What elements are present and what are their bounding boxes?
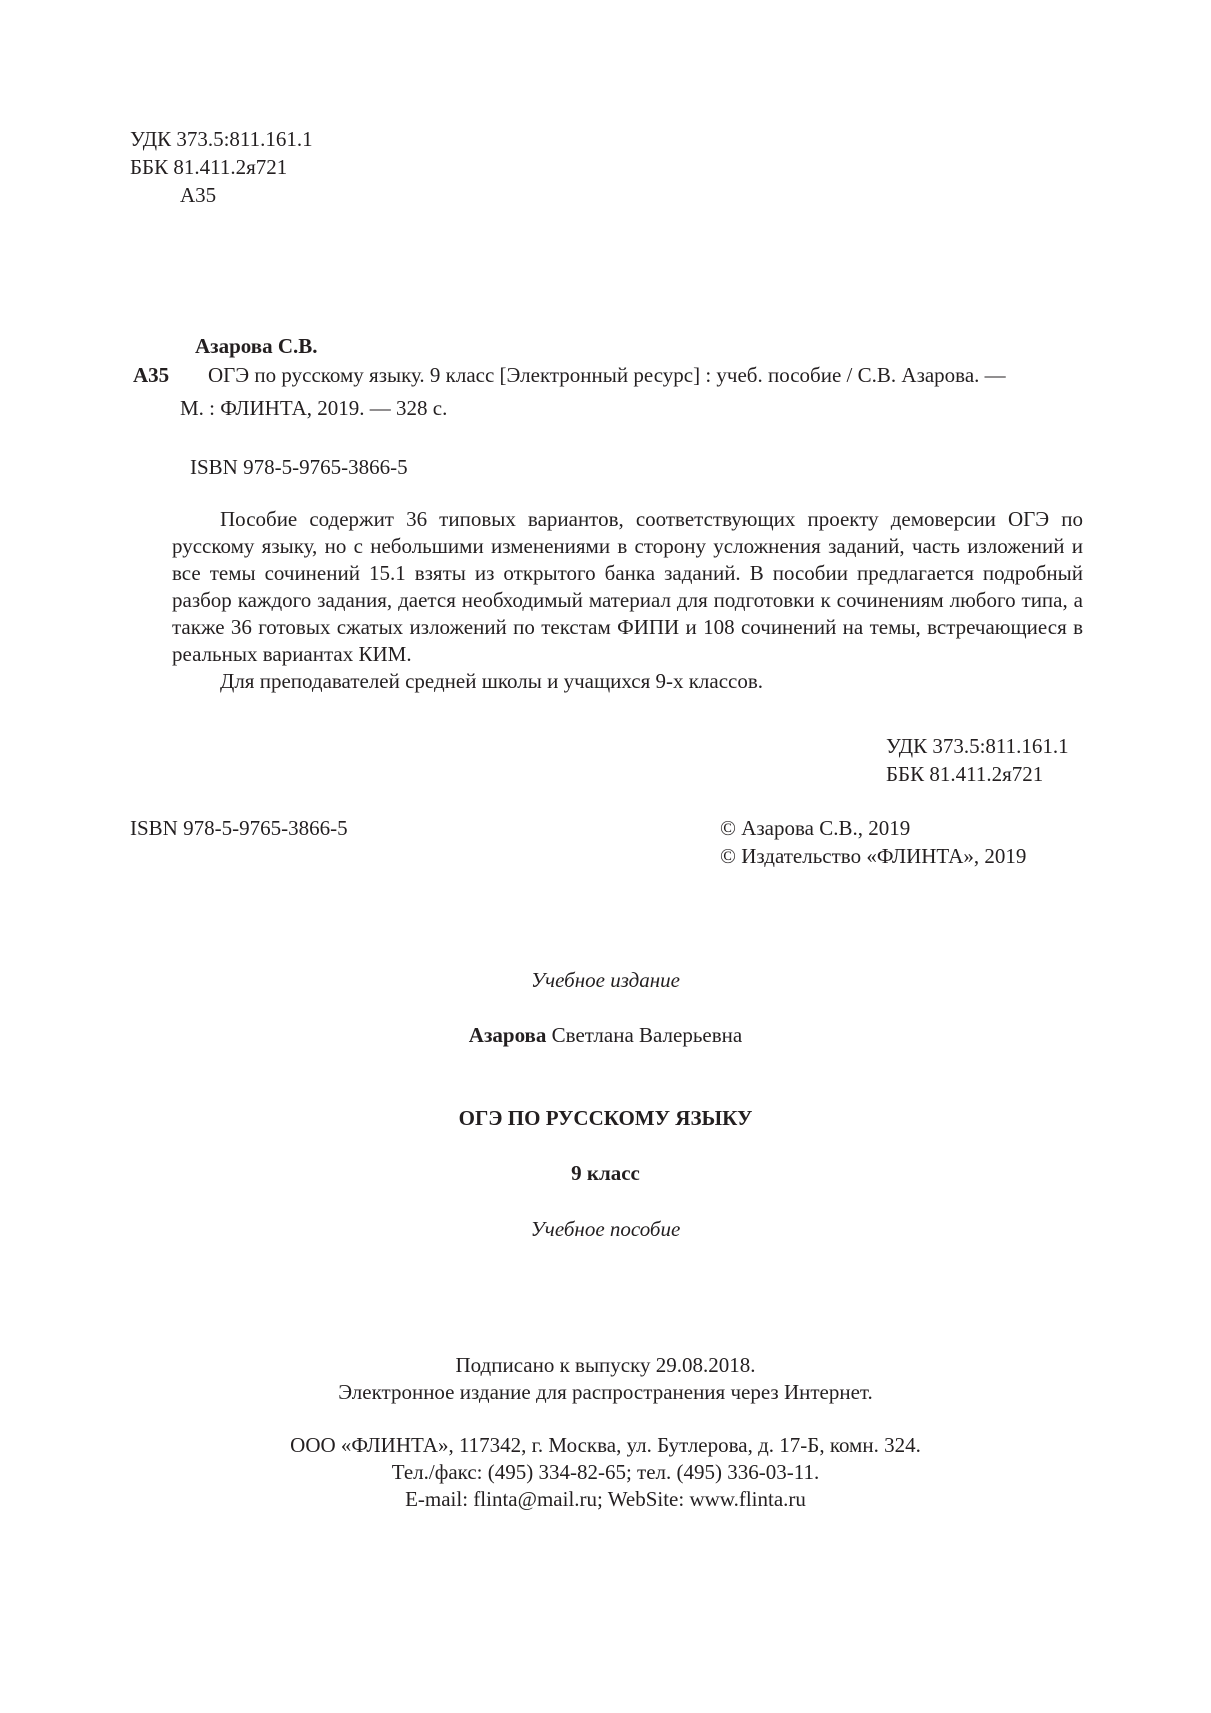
book-title: ОГЭ ПО РУССКОМУ ЯЗЫКУ [458, 1106, 753, 1130]
annotation-paragraph-1: Пособие содержит 36 типовых вариантов, соответствующих проекту демоверсии ОГЭ по русскому языку, но с небольшими изменениями в сторону усложнения заданий, часть изложений и все темы сочинений 15.1 взяты из открытого банка заданий. В пособии предлагается подробный разбор каждого задания, дается необходимый материал для подготовки к сочинениям любого типа, а также 36 готовых сжатых изложений по текстам ФИПИ и 108 сочинений на темы, встречающиеся в реальных вариантах КИМ. [172, 507, 1083, 666]
full-author-name [0, 1022, 1211, 1048]
bbk-code-right: ББК 81.411.2я721 [886, 762, 1044, 786]
author-mark: А35 [180, 183, 217, 207]
author-mark-bold: А35 [133, 363, 170, 387]
bbk-code: ББК 81.411.2я721 [130, 155, 288, 179]
publisher-contacts: E-mail: flinta@mail.ru; WebSite: www.flinta.ru [405, 1487, 806, 1511]
author-surname: Азарова [468, 1023, 547, 1047]
isbn-record: ISBN 978-5-9765-3866-5 [190, 455, 408, 479]
udk-code: УДК 373.5:811.161.1 [130, 127, 313, 151]
signed-date: Подписано к выпуску 29.08.2018. [455, 1353, 756, 1377]
bib-record-line-2: М. : ФЛИНТА, 2019. — 328 с. [180, 396, 448, 420]
publisher-phone: Тел./факс: (495) 334-82-65; тел. (495) 336-03-11. [391, 1460, 820, 1484]
author-given-names: Светлана Валерьевна [551, 1023, 743, 1047]
annotation-paragraph-2: Для преподавателей средней школы и учащихся 9-х классов. [220, 669, 764, 693]
grade: 9 класс [571, 1161, 640, 1185]
annotation [172, 506, 1083, 695]
edition-kind: Учебное пособие [530, 1217, 681, 1241]
edition-type: Учебное издание [530, 968, 681, 992]
copyright-author: © Азарова С.В., 2019 [720, 816, 911, 840]
isbn: ISBN 978-5-9765-3866-5 [130, 816, 348, 840]
publisher-address: ООО «ФЛИНТА», 117342, г. Москва, ул. Бутлерова, д. 17-Б, комн. 324. [290, 1433, 921, 1457]
udk-code-right: УДК 373.5:811.161.1 [886, 734, 1069, 758]
author-heading: Азарова С.В. [195, 334, 318, 358]
distribution-note: Электронное издание для распространения через Интернет. [338, 1380, 873, 1404]
bib-record-line-1: ОГЭ по русскому языку. 9 класс [Электронный ресурс] : учеб. пособие / С.В. Азарова. — [208, 363, 1006, 387]
copyright-publisher: © Издательство «ФЛИНТА», 2019 [720, 844, 1027, 868]
